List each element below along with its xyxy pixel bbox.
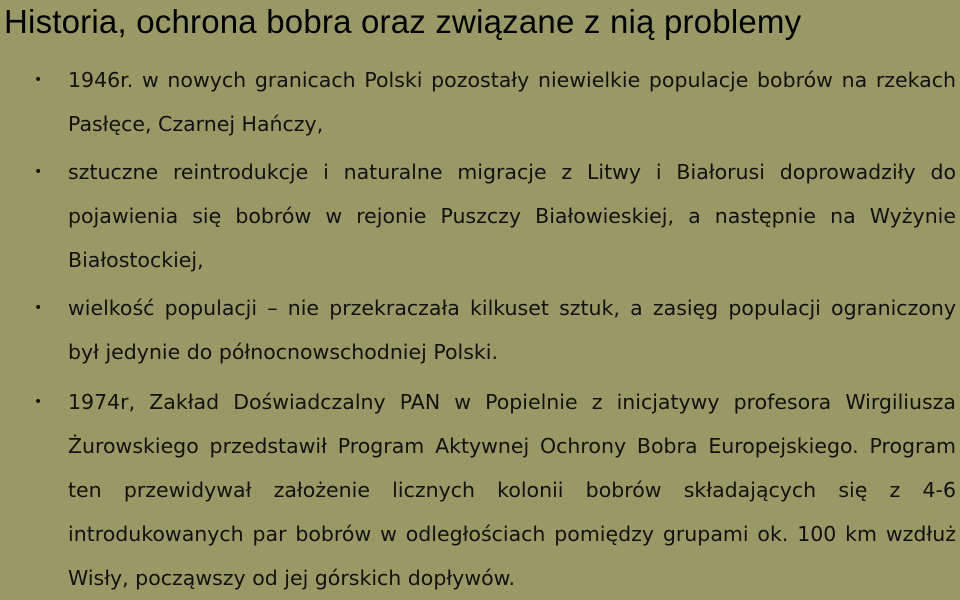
bullet-item-reintroductions [34, 150, 956, 282]
bullet-item-population-size [34, 286, 956, 374]
bullet-item-1946 [34, 58, 956, 146]
bullet-dot-icon: • [34, 394, 43, 410]
bullet-dot-icon: • [34, 300, 43, 316]
bullet-text: wielkość populacji – nie przekraczała kilkuset sztuk, a zasięg populacji ograniczony był jedynie do północnowschodniej Polski. [68, 296, 956, 364]
slide-title: Historia, ochrona bobra oraz związane z nią problemy [4, 3, 802, 40]
bullet-dot-icon: • [34, 164, 43, 180]
bullet-text: 1946r. w nowych granicach Polski pozostały niewielkie populacje bobrów na rzekach Pasłęce, Czarnej Hańczy, [68, 68, 956, 136]
bullet-text: 1974r, Zakład Doświadczalny PAN w Popielnie z inicjatywy profesora Wirgiliusza Żurowskiego przedstawił Program Aktywnej Ochrony Bobra Europejskiego. Program ten przewidywał założenie licznych kolonii bobrów składających się z 4-6 introdukowanych par bobrów w odległościach pomiędzy grupami ok. 100 km wzdłuż Wisły, począwszy od jej górskich dopływów. [68, 390, 956, 590]
bullet-dot-icon: • [34, 72, 43, 88]
bullet-text: sztuczne reintrodukcje i naturalne migracje z Litwy i Białorusi doprowadziły do pojawienia się bobrów w rejonie Puszczy Białowieskiej, a następnie na Wyżynie Białostockiej, [68, 160, 956, 272]
bullet-item-1974-program [34, 380, 956, 600]
